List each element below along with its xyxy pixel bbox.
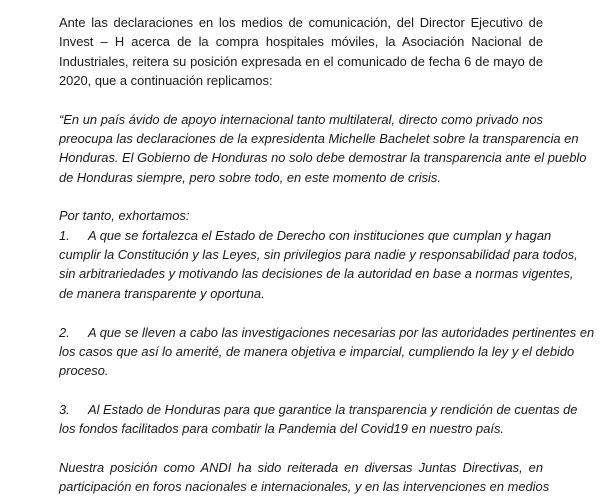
text-line: Invest – H acerca de la compra hospitales móviles, la Asociación Nacional de <box>59 34 543 50</box>
paragraph-gap <box>59 439 543 458</box>
text-line: proceso. <box>59 363 109 379</box>
list-item <box>59 400 578 439</box>
document-body <box>59 13 595 495</box>
text-line: participación en foros nacionales e internacionales, y en las intervenciones en medios <box>59 479 550 495</box>
item-text: A que se fortalezca el Estado de Derecho con instituciones que cumplan y hagan <box>88 227 552 243</box>
text-line: de Honduras siempre, pero sobre todo, en este momento de crisis. <box>59 169 441 185</box>
paragraph-gap <box>59 303 543 322</box>
text-line <box>59 323 595 342</box>
list-item <box>59 226 578 303</box>
text-line <box>59 400 578 419</box>
text-line: sin arbitrariedades y motivando las decisiones de la autoridad en base a normas vigentes, <box>59 266 574 282</box>
text-line: Honduras. El Gobierno de Honduras no solo debe demostrar la transparencia ante el pueblo <box>59 150 587 166</box>
text-line <box>59 226 552 245</box>
text-line: “En un país ávido de apoyo internacional tanto multilateral, directo como privado nos <box>59 111 543 127</box>
exhort-intro: Por tanto, exhortamos: <box>59 208 190 224</box>
text-line: los casos que así lo amerité, de manera objetiva e imparcial, cumpliendo la ley y el debido <box>59 343 575 359</box>
intro-paragraph <box>59 13 543 90</box>
text-line: Nuestra posición como ANDI ha sido reiterada en diversas Juntas Directivas, en <box>59 459 543 475</box>
item-text: A que se lleven a cabo las investigaciones necesarias por las autoridades pertinentes en <box>88 324 595 340</box>
text-line: Ante las declaraciones en los medios de comunicación, del Director Ejecutivo de <box>59 15 543 30</box>
paragraph-gap <box>59 381 543 400</box>
text-line: preocupa las declaraciones de la expresidenta Michelle Bachelet sobre la transparencia en <box>59 131 579 147</box>
closing-paragraph <box>59 458 550 495</box>
text-line: cumplir la Constitución y las Leyes, sin privilegios para nadie y responsabilidad para todos, <box>59 247 578 263</box>
text-line: los fondos facilitados para combatir la Pandemia del Covid19 en nuestro país. <box>59 421 504 437</box>
paragraph-gap <box>59 187 543 206</box>
quoted-statement <box>59 110 587 187</box>
item-text: Al Estado de Honduras para que garantice la transparencia y rendición de cuentas de <box>88 401 578 417</box>
text-line: Industriales, reitera su posición expresada en el comunicado de fecha 6 de mayo de <box>59 53 543 69</box>
list-item <box>59 323 595 381</box>
exhortation-list <box>59 206 595 438</box>
text-line: de manera transparente y oportuna. <box>59 285 265 301</box>
text-line: 2020, que a continuación replicamos: <box>59 73 273 89</box>
item-number: 1. <box>59 227 70 243</box>
item-number: 2. <box>59 324 70 340</box>
item-number: 3. <box>59 401 70 417</box>
paragraph-gap <box>59 90 543 109</box>
